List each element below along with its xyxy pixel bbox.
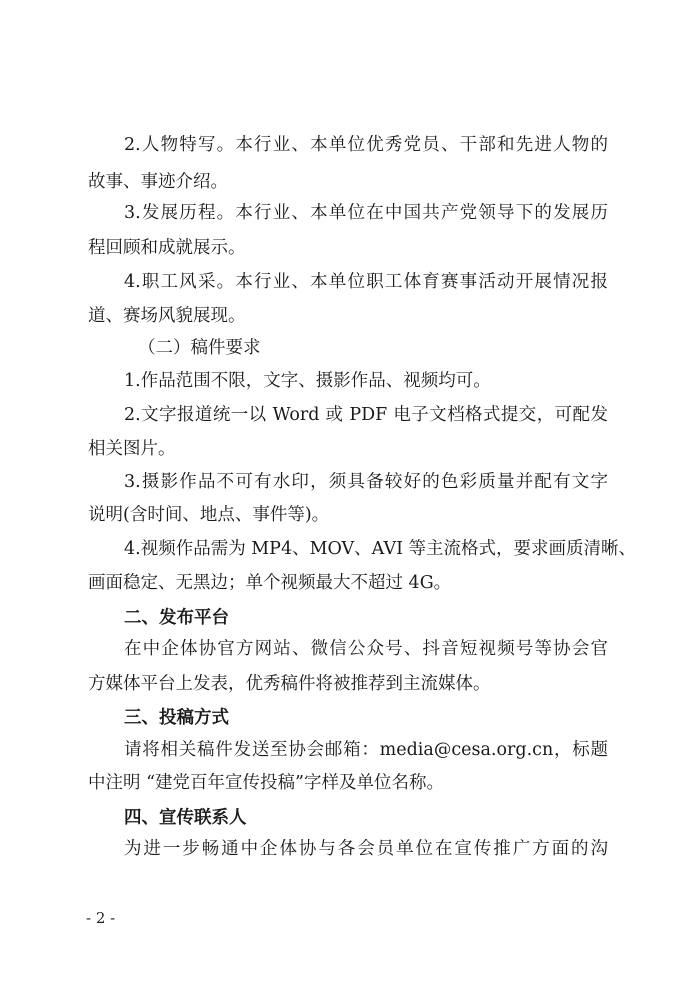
paragraph-line: 4.职工风采。本行业、本单位职工体育赛事活动开展情况报	[124, 272, 608, 292]
paragraph-line: 方媒体平台上发表，优秀稿件将被推荐到主流媒体。	[88, 674, 491, 694]
paragraph-line: 故事、事迹介绍。	[88, 172, 228, 192]
paragraph-line: 2.文字报道统一以 Word 或 PDF 电子文档格式提交，可配发	[124, 405, 608, 425]
paragraph-line: 2.人物特写。本行业、本单位优秀党员、干部和先进人物的	[124, 135, 608, 155]
section-heading: 三、投稿方式	[124, 708, 229, 728]
paragraph-line: 程回顾和成就展示。	[88, 238, 246, 258]
paragraph-line: 3.发展历程。本行业、本单位在中国共产党领导下的发展历	[124, 203, 608, 223]
page-number: - 2 -	[86, 909, 116, 927]
paragraph-line: 3.摄影作品不可有水印，须具备较好的色彩质量并配有文字	[124, 472, 608, 492]
paragraph-line: 在中企体协官方网站、微信公众号、抖音短视频号等协会官	[124, 639, 608, 659]
section-heading: 二、发布平台	[124, 608, 229, 628]
paragraph-line: 说明(含时间、地点、事件等)。	[88, 505, 330, 525]
section-subheading: （二）稿件要求	[138, 338, 261, 358]
paragraph-line: 1.作品范围不限，文字、摄影作品、视频均可。	[124, 371, 491, 391]
paragraph-line: 道、赛场风貌展现。	[88, 306, 246, 326]
paragraph-line: 为进一步畅通中企体协与各会员单位在宣传推广方面的沟	[124, 839, 608, 859]
paragraph-line: 相关图片。	[88, 439, 176, 459]
paragraph-line: 中注明 “建党百年宣传投稿”字样及单位名称。	[88, 773, 444, 793]
section-heading: 四、宣传联系人	[124, 808, 247, 828]
paragraph-line: 4.视频作品需为 MP4、MOV、AVI 等主流格式，要求画质清晰、	[124, 539, 637, 559]
paragraph-line: 画面稳定、无黑边；单个视频最大不超过 4G。	[88, 573, 452, 593]
paragraph-line: 请将相关稿件发送至协会邮箱：media@cesa.org.cn，标题	[124, 740, 608, 760]
